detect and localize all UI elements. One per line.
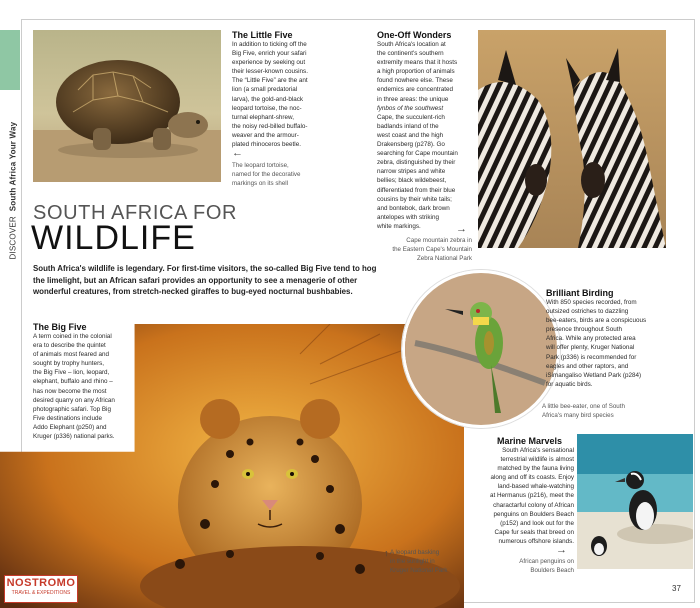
intro-paragraph: South Africa's wildlife is legendary. For first-time visitors, the so-called Big Five tend to hog the limelight, but an African safari provides an opportunity to see a menagerie of other wonderful creatures, from stretch-necked giraffes to bug-eyed nocturnal bushbabies.	[33, 264, 377, 296]
big-five-body: A term coined in the colonial era to describe the quintet of animals most feared and sought by trophy hunters, the Big Five – lion, leopard, elephant, buffalo and rhino – has now become the most desired quarry on any African photographic safari. Top Big Five destinations include Addo Elephant (p250) and Kruger (p336) national parks.	[33, 333, 115, 441]
little-five-title: The Little Five	[232, 30, 293, 40]
penguin-caption: African penguins on Boulders Beach	[519, 558, 574, 574]
one-off-title: One-Off Wonders	[377, 30, 452, 40]
marine-body: South Africa's sensational terrestrial wildlife is almost matched by the fauna living along and off its coasts. Enjoy land-based whale-watching at Hermanus (p216), meet the charactarful colony of African penguins on Boulders Beach (p152) and look out for the Cape fur seals that breed on numerous offshore islands.	[490, 447, 574, 545]
little-five-body: In addition to ticking off the Big Five, enrich your safari experience by seeking out their lesser-known cousins. The “Little Five” are the ant lion (a small predatorial larva), the gold-and-black leopard tortoise, the noc- turnal elephant-shrew, the noisy red-billed buffalo- weaver and the armour- plated rhinoceros beetle.	[232, 41, 308, 149]
section-tab	[0, 30, 20, 90]
arrow-right-icon-2: →	[556, 544, 567, 556]
arrow-right-icon: →	[456, 223, 467, 235]
page-heading-line1: SOUTH AFRICA FOR	[33, 202, 238, 224]
section-label: DISCOVER South Africa Your Way	[8, 121, 18, 260]
arrow-left-icon: ←	[232, 147, 243, 159]
bee-eater-caption: A little bee-eater, one of South Africa's many bird species	[542, 403, 625, 419]
tortoise-photo	[33, 30, 221, 182]
page-number: 37	[672, 584, 681, 593]
one-off-body: South Africa's location at the continent's southern extremity means that it hosts a high proportion of animals found nowhere else. These endemics are concentrated in three areas: the unique fynbos of the southwest Cape, the succulent-rich badlands inland of the west coast and the high Drakensberg (p278). Go searching for Cape mountain zebra, distinguished by their narrow stripes and white bellies; black wildebeest, differentiated from their blue cousins by their white tails; and bontebok, dark brown antelopes with striking white markings.	[377, 41, 458, 230]
bee-eater-photo	[402, 270, 560, 428]
zebra-photo	[478, 30, 666, 248]
watermark-logo: NOSTROMO TRAVEL & EXPEDITIONS	[4, 575, 78, 603]
leopard-caption: A leopard basking in the sunlight in Kruger National Park	[390, 549, 448, 574]
page-heading-line2: WILDLIFE	[31, 219, 196, 257]
zebra-caption: Cape mountain zebra in the Eastern Cape's Mountain Zebra National Park	[392, 237, 472, 262]
arrow-up-icon: ↑	[384, 548, 389, 558]
penguin-photo	[577, 434, 693, 569]
tortoise-caption: The leopard tortoise, named for the decorative markings on its shell	[232, 162, 301, 187]
big-five-title: The Big Five	[33, 322, 87, 332]
marine-title: Marine Marvels	[497, 436, 563, 446]
birding-title: Brilliant Birding	[546, 288, 614, 298]
birding-body: With 850 species recorded, from outsized ostriches to dazzling bee-eaters, birds are a conspicuous presence throughout South Africa. While any protected area will offer plenty, Kruger National Park (p336) is recommended for eagles and other raptors, and iSimangaliso Wetland Park (p284) for aquatic birds.	[546, 299, 647, 388]
